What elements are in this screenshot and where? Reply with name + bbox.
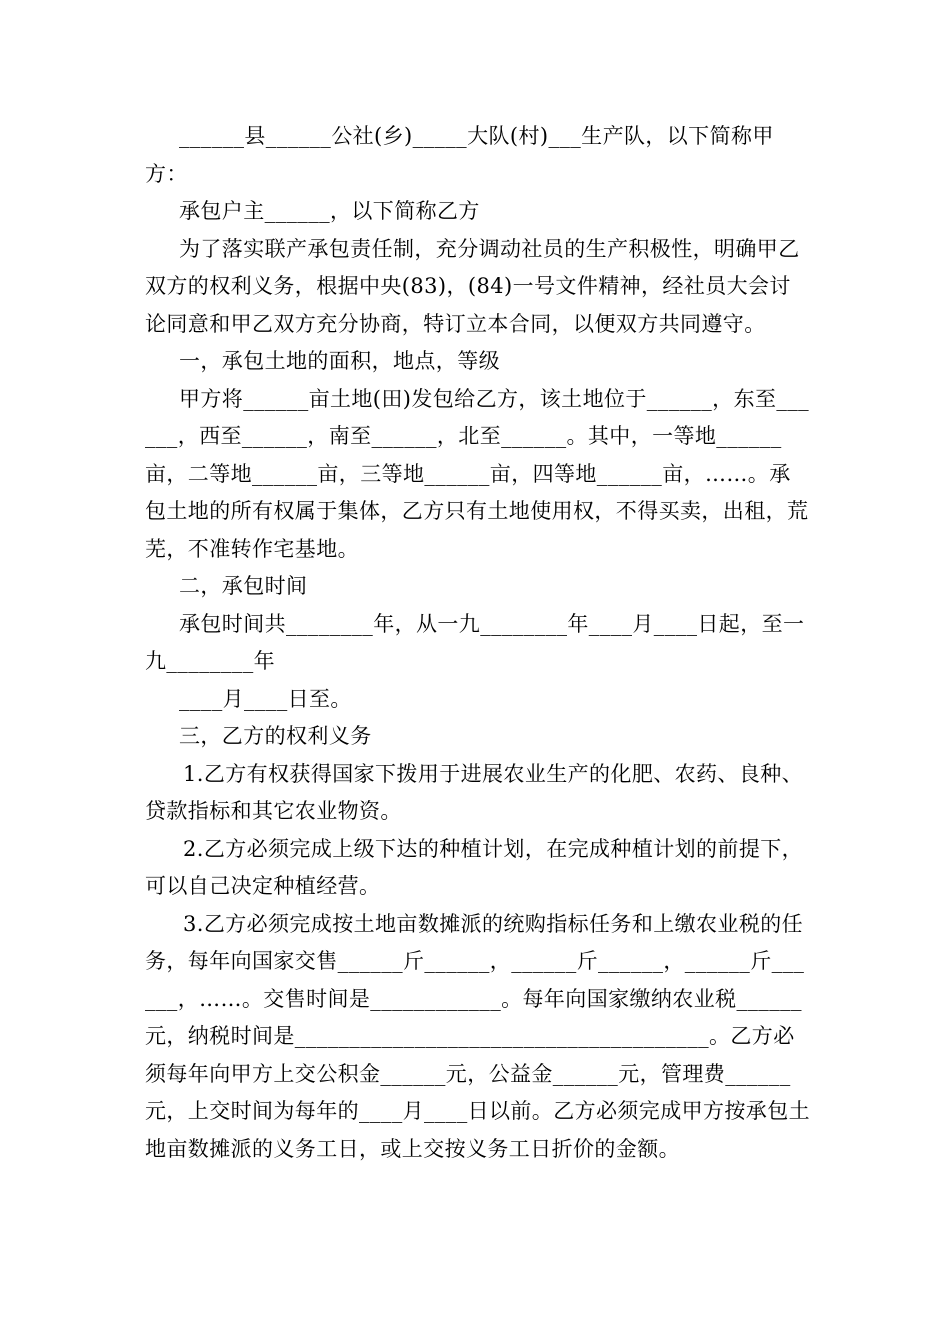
- term-paragraph: 承包时间共________年，从一九________年____月____日起，至一九________年: [145, 611, 805, 673]
- contract-page: [145, 118, 810, 1168]
- section-heading-land: 一，承包土地的面积，地点，等级: [179, 349, 500, 373]
- section-heading-term: 二，承包时间: [179, 574, 308, 598]
- rights-item-1: 1.乙方有权获得国家下拨用于进展农业生产的化肥、农药、良种、贷款指标和其它农业物资。: [145, 761, 804, 823]
- term-end-line: ____月____日至。: [179, 686, 352, 711]
- section-heading-rights: 三，乙方的权利义务: [179, 724, 372, 748]
- preamble-paragraph: 为了落实联产承包责任制，充分调动社员的生产积极性，明确甲乙双方的权利义务，根据中央(83)，(84)一号文件精神，经社员大会讨论同意和甲乙双方充分协商，特订立本合同，以便双方共同遵守。: [145, 236, 800, 336]
- contractor-line: 承包户主______，以下简称乙方: [179, 199, 480, 223]
- rights-item-3: 3.乙方必须完成按土地亩数摊派的统购指标任务和上缴农业税的任务，每年向国家交售______斤______，______斤______，______斤______，……。交售时间是____________。每年向国家缴纳农业税______元，纳税时间是______________________________________。乙方必须每年向甲方上交公积金______元，公益金______元，管理费______元，上交时间为每年的____月____日以前。乙方必须完成甲方按承包土地亩数摊派的义务工日，或上交按义务工日折价的金额。: [145, 911, 810, 1161]
- header-parties-line: ______县______公社(乡)_____大队(村)___生产队，以下简称甲方：: [145, 124, 774, 186]
- rights-item-2: 2.乙方必须完成上级下达的种植计划，在完成种植计划的前提下，可以自己决定种植经营。: [145, 836, 804, 898]
- land-details-paragraph: 甲方将______亩土地(田)发包给乙方，该土地位于______，东至______，西至______，南至______，北至______。其中，一等地______亩，二等地______亩，三等地______亩，四等地______亩，……。承包土地的所有权属于集体，乙方只有土地使用权，不得买卖，出租，荒芜，不准转作宅基地。: [145, 386, 810, 561]
